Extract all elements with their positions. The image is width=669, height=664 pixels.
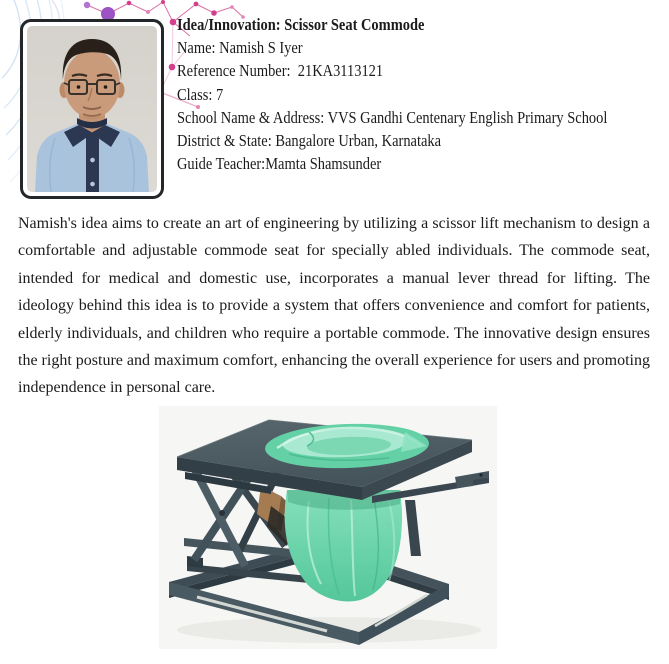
info-line-district: District & State: Bangalore Urban, Karnataka <box>177 131 442 151</box>
student-info-block <box>177 13 669 175</box>
prototype-photo-frame <box>159 406 497 649</box>
idea-description: Namish's idea aims to create an art of engineering by utilizing a scissor lift mechanism to design a comfortable and adjustable commode seat for specially abled individuals. The commode seat, intended for medical and domestic use, incorporates a manual lever thread for lifting. The ideology behind this idea is to provide a system that offers convenience and comfort for patients, elderly individuals, and children who require a portable commode. The innovative design ensures the right posture and maximum comfort, enhancing the overall experience for users and promoting independence in personal care. <box>18 215 650 397</box>
info-line-class: Class: 7 <box>177 84 224 104</box>
info-line-school: School Name & Address: VVS Gandhi Centenary English Primary School <box>177 107 608 127</box>
student-photo-frame <box>20 19 164 199</box>
idea-title: Idea/Innovation: Scissor Seat Commode <box>177 15 425 34</box>
student-portrait-photo <box>27 26 157 192</box>
info-line-guide: Guide Teacher:Mamta Shamsunder <box>177 154 382 174</box>
info-line-reference: Reference Number: 21KA3113121 <box>177 61 384 81</box>
info-line-name: Name: Namish S Iyer <box>177 38 303 58</box>
scissor-lift-commode-prototype-photo <box>159 406 497 649</box>
